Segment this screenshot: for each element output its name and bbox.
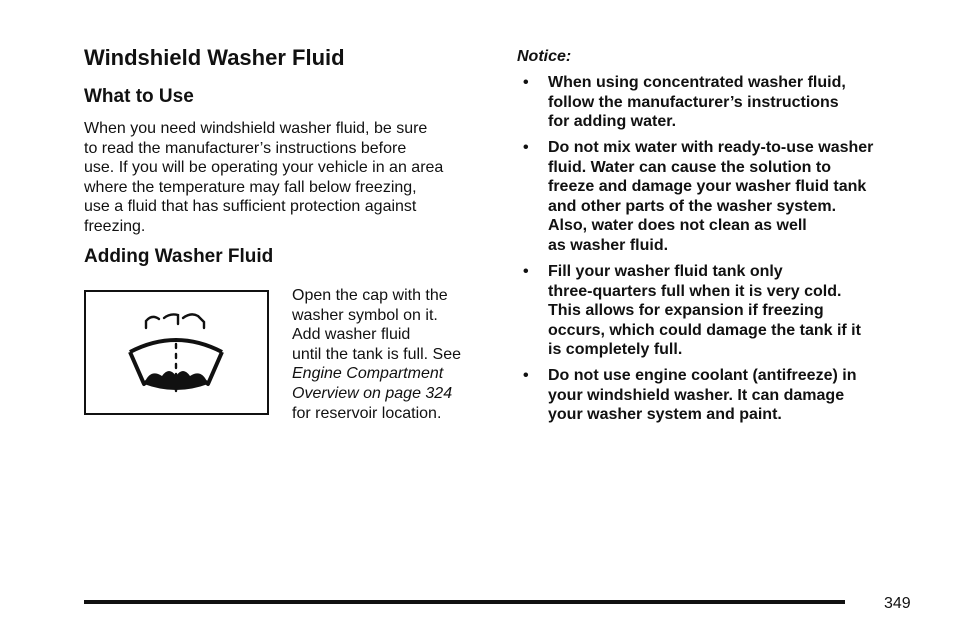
bullet-icon: • <box>523 367 529 384</box>
page-title: Windshield Washer Fluid <box>84 45 345 70</box>
bullet-line: is completely full. <box>548 341 683 359</box>
page-number: 349 <box>884 595 911 612</box>
paragraph-line: When you need windshield washer fluid, be sure <box>84 120 428 137</box>
paragraph-line: use a fluid that has sufficient protection against <box>84 198 417 216</box>
instruction-line: washer symbol on it. <box>292 306 438 324</box>
footer-rule <box>84 600 845 604</box>
section-heading-what-to-use: What to Use <box>84 86 194 107</box>
instruction-line: Open the cap with the <box>292 287 448 304</box>
adding-instructions <box>292 286 461 423</box>
instruction-line: Add washer fluid <box>292 326 411 344</box>
bullet-icon: • <box>523 74 529 91</box>
bullet-line: Also, water does not clean as well <box>548 217 807 235</box>
instruction-line: for reservoir location. <box>292 404 442 422</box>
bullet-line: for adding water. <box>548 113 677 131</box>
bullet-line: and other parts of the washer system. <box>548 197 837 215</box>
paragraph-line: to read the manufacturer’s instructions before <box>84 139 407 157</box>
washer-symbol-figure <box>84 290 269 415</box>
section-heading-adding-washer-fluid: Adding Washer Fluid <box>84 246 274 267</box>
instruction-line: until the tank is full. See <box>292 345 461 363</box>
paragraph-line: where the temperature may fall below freezing, <box>84 178 417 196</box>
bullet-line: three-quarters full when it is very cold. <box>548 282 842 300</box>
what-to-use-paragraph <box>84 119 494 237</box>
bullet-line: occurs, which could damage the tank if it <box>548 321 861 339</box>
bullet-icon: • <box>523 139 529 156</box>
bullet-line: your windshield washer. It can damage <box>548 386 845 404</box>
bullet-line: fluid. Water can cause the solution to <box>548 158 831 176</box>
cross-reference-link[interactable]: Overview on page 324 <box>292 384 453 402</box>
paragraph-line: freezing. <box>84 217 146 235</box>
bullet-line: your washer system and paint. <box>548 406 782 424</box>
bullet-line: When using concentrated washer fluid, <box>548 74 846 91</box>
bullet-line: Do not mix water with ready-to-use washer <box>548 139 874 156</box>
bullet-icon: • <box>523 263 529 280</box>
windshield-washer-symbol-icon <box>86 292 267 413</box>
bullet-line: Fill your washer fluid tank only <box>548 263 783 280</box>
bullet-line: freeze and damage your washer fluid tank <box>548 178 867 196</box>
bullet-line: Do not use engine coolant (antifreeze) in <box>548 367 857 384</box>
notice-label: Notice: <box>517 48 572 65</box>
bullet-line: as washer fluid. <box>548 236 669 254</box>
bullet-line: This allows for expansion if freezing <box>548 302 824 320</box>
bullet-line: follow the manufacturer’s instructions <box>548 93 839 111</box>
paragraph-line: use. If you will be operating your vehicle in an area <box>84 159 444 177</box>
cross-reference-link[interactable]: Engine Compartment <box>292 365 444 383</box>
